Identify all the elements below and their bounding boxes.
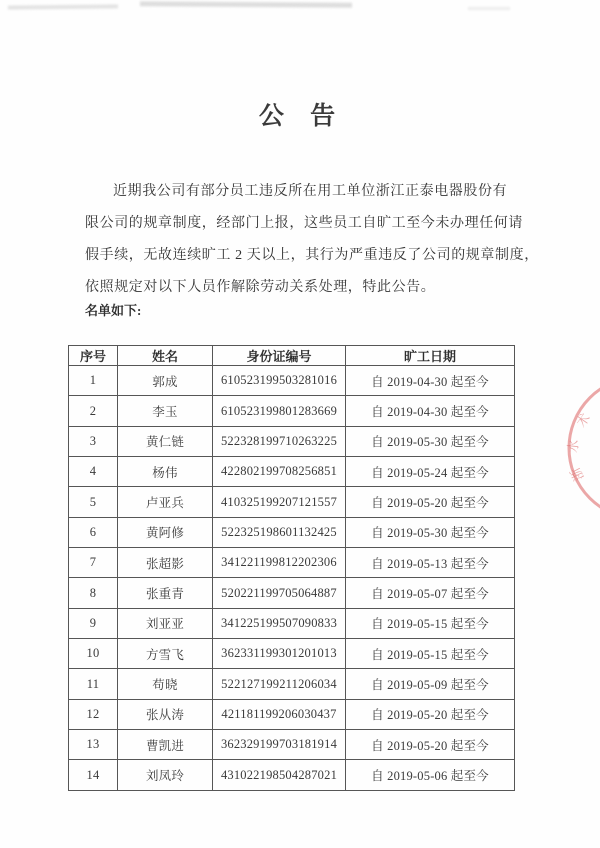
cell-name: 卢亚兵 [118,487,213,517]
cell-absence-date: 自 2019-05-24 起至今 [346,457,515,487]
column-header-2: 身份证编号 [213,346,346,366]
paragraph-line: 依照规定对以下人员作解除劳动关系处理，特此公告。 [85,280,436,295]
table-row [69,699,515,729]
cell-id-number: 410325199207121557 [213,487,346,517]
seal-glyph: 浙 [567,465,587,484]
cell-absence-date: 自 2019-05-09 起至今 [346,669,515,699]
cell-index: 5 [69,487,118,517]
table-row [69,517,515,547]
cell-index: 1 [69,366,118,396]
cell-name: 曹凯进 [118,730,213,760]
paragraph-line: 限公司的规章制度，经部门上报，这些员工自旷工至今未办理任何请 [85,216,523,231]
cell-name: 黄阿修 [118,517,213,547]
cell-id-number: 431022198504287021 [213,760,346,791]
cell-id-number: 522328199710263225 [213,426,346,456]
cell-name: 李玉 [118,396,213,426]
table-row [69,487,515,517]
scan-smudge [140,1,352,7]
cell-absence-date: 自 2019-05-20 起至今 [346,730,515,760]
table-row [69,457,515,487]
cell-name: 杨伟 [118,457,213,487]
table-row [69,548,515,578]
table-row [69,639,515,669]
scan-smudge [468,7,510,10]
column-header-3: 旷工日期 [346,346,515,366]
cell-id-number: 422802199708256851 [213,457,346,487]
cell-index: 8 [69,578,118,608]
cell-index: 7 [69,548,118,578]
table-row [69,730,515,760]
cell-index: 2 [69,396,118,426]
cell-id-number: 610523199801283669 [213,396,346,426]
cell-index: 12 [69,699,118,729]
cell-id-number: 341225199507090833 [213,608,346,638]
cell-name: 郭成 [118,366,213,396]
cell-id-number: 362329199703181914 [213,730,346,760]
cell-name: 方雪飞 [118,639,213,669]
notice-paragraph [85,176,539,304]
seal-glyph: 水 [565,438,582,454]
cell-index: 6 [69,517,118,547]
cell-index: 10 [69,639,118,669]
cell-id-number: 520221199705064887 [213,578,346,608]
table-row [69,669,515,699]
seal-ring [569,377,600,519]
paragraph-line: 假手续，无故连续旷工 2 天以上，其行为严重违反了公司的规章制度， [85,248,539,263]
cell-name: 张超影 [118,548,213,578]
column-header-0: 序号 [69,346,118,366]
paragraph-line: 近期我公司有部分员工违反所在用工单位浙江正泰电器股份有 [113,184,508,199]
cell-absence-date: 自 2019-05-30 起至今 [346,517,515,547]
cell-absence-date: 自 2019-05-07 起至今 [346,578,515,608]
cell-id-number: 522127199211206034 [213,669,346,699]
cell-id-number: 341221199812202306 [213,548,346,578]
cell-absence-date: 自 2019-05-15 起至今 [346,608,515,638]
table-row [69,608,515,638]
column-header-1: 姓名 [118,346,213,366]
cell-name: 刘凤玲 [118,760,213,791]
list-label: 名单如下: [85,303,142,318]
cell-id-number: 522325198601132425 [213,517,346,547]
cell-name: 刘亚亚 [118,608,213,638]
cell-id-number: 362331199301201013 [213,639,346,669]
seal-glyph: 术 [573,410,593,430]
table-row [69,760,515,791]
cell-name: 张重青 [118,578,213,608]
cell-absence-date: 自 2019-05-06 起至今 [346,760,515,791]
cell-name: 张从涛 [118,699,213,729]
cell-index: 13 [69,730,118,760]
table-row [69,366,515,396]
absence-table [68,345,515,791]
cell-name: 苟晓 [118,669,213,699]
table-header-row [69,346,515,366]
cell-absence-date: 自 2019-05-20 起至今 [346,699,515,729]
scan-smudge [8,4,118,9]
cell-absence-date: 自 2019-05-30 起至今 [346,426,515,456]
cell-name: 黄仁链 [118,426,213,456]
cell-absence-date: 自 2019-05-15 起至今 [346,639,515,669]
cell-index: 4 [69,457,118,487]
cell-index: 9 [69,608,118,638]
official-red-seal [540,368,600,538]
table-row [69,396,515,426]
cell-absence-date: 自 2019-05-13 起至今 [346,548,515,578]
cell-id-number: 421181199206030437 [213,699,346,729]
cell-index: 11 [69,669,118,699]
table-row [69,578,515,608]
cell-index: 14 [69,760,118,791]
table-row [69,426,515,456]
cell-index: 3 [69,426,118,456]
cell-absence-date: 自 2019-05-20 起至今 [346,487,515,517]
cell-absence-date: 自 2019-04-30 起至今 [346,366,515,396]
page-title: 公 告 [258,103,342,130]
cell-absence-date: 自 2019-04-30 起至今 [346,396,515,426]
cell-id-number: 610523199503281016 [213,366,346,396]
